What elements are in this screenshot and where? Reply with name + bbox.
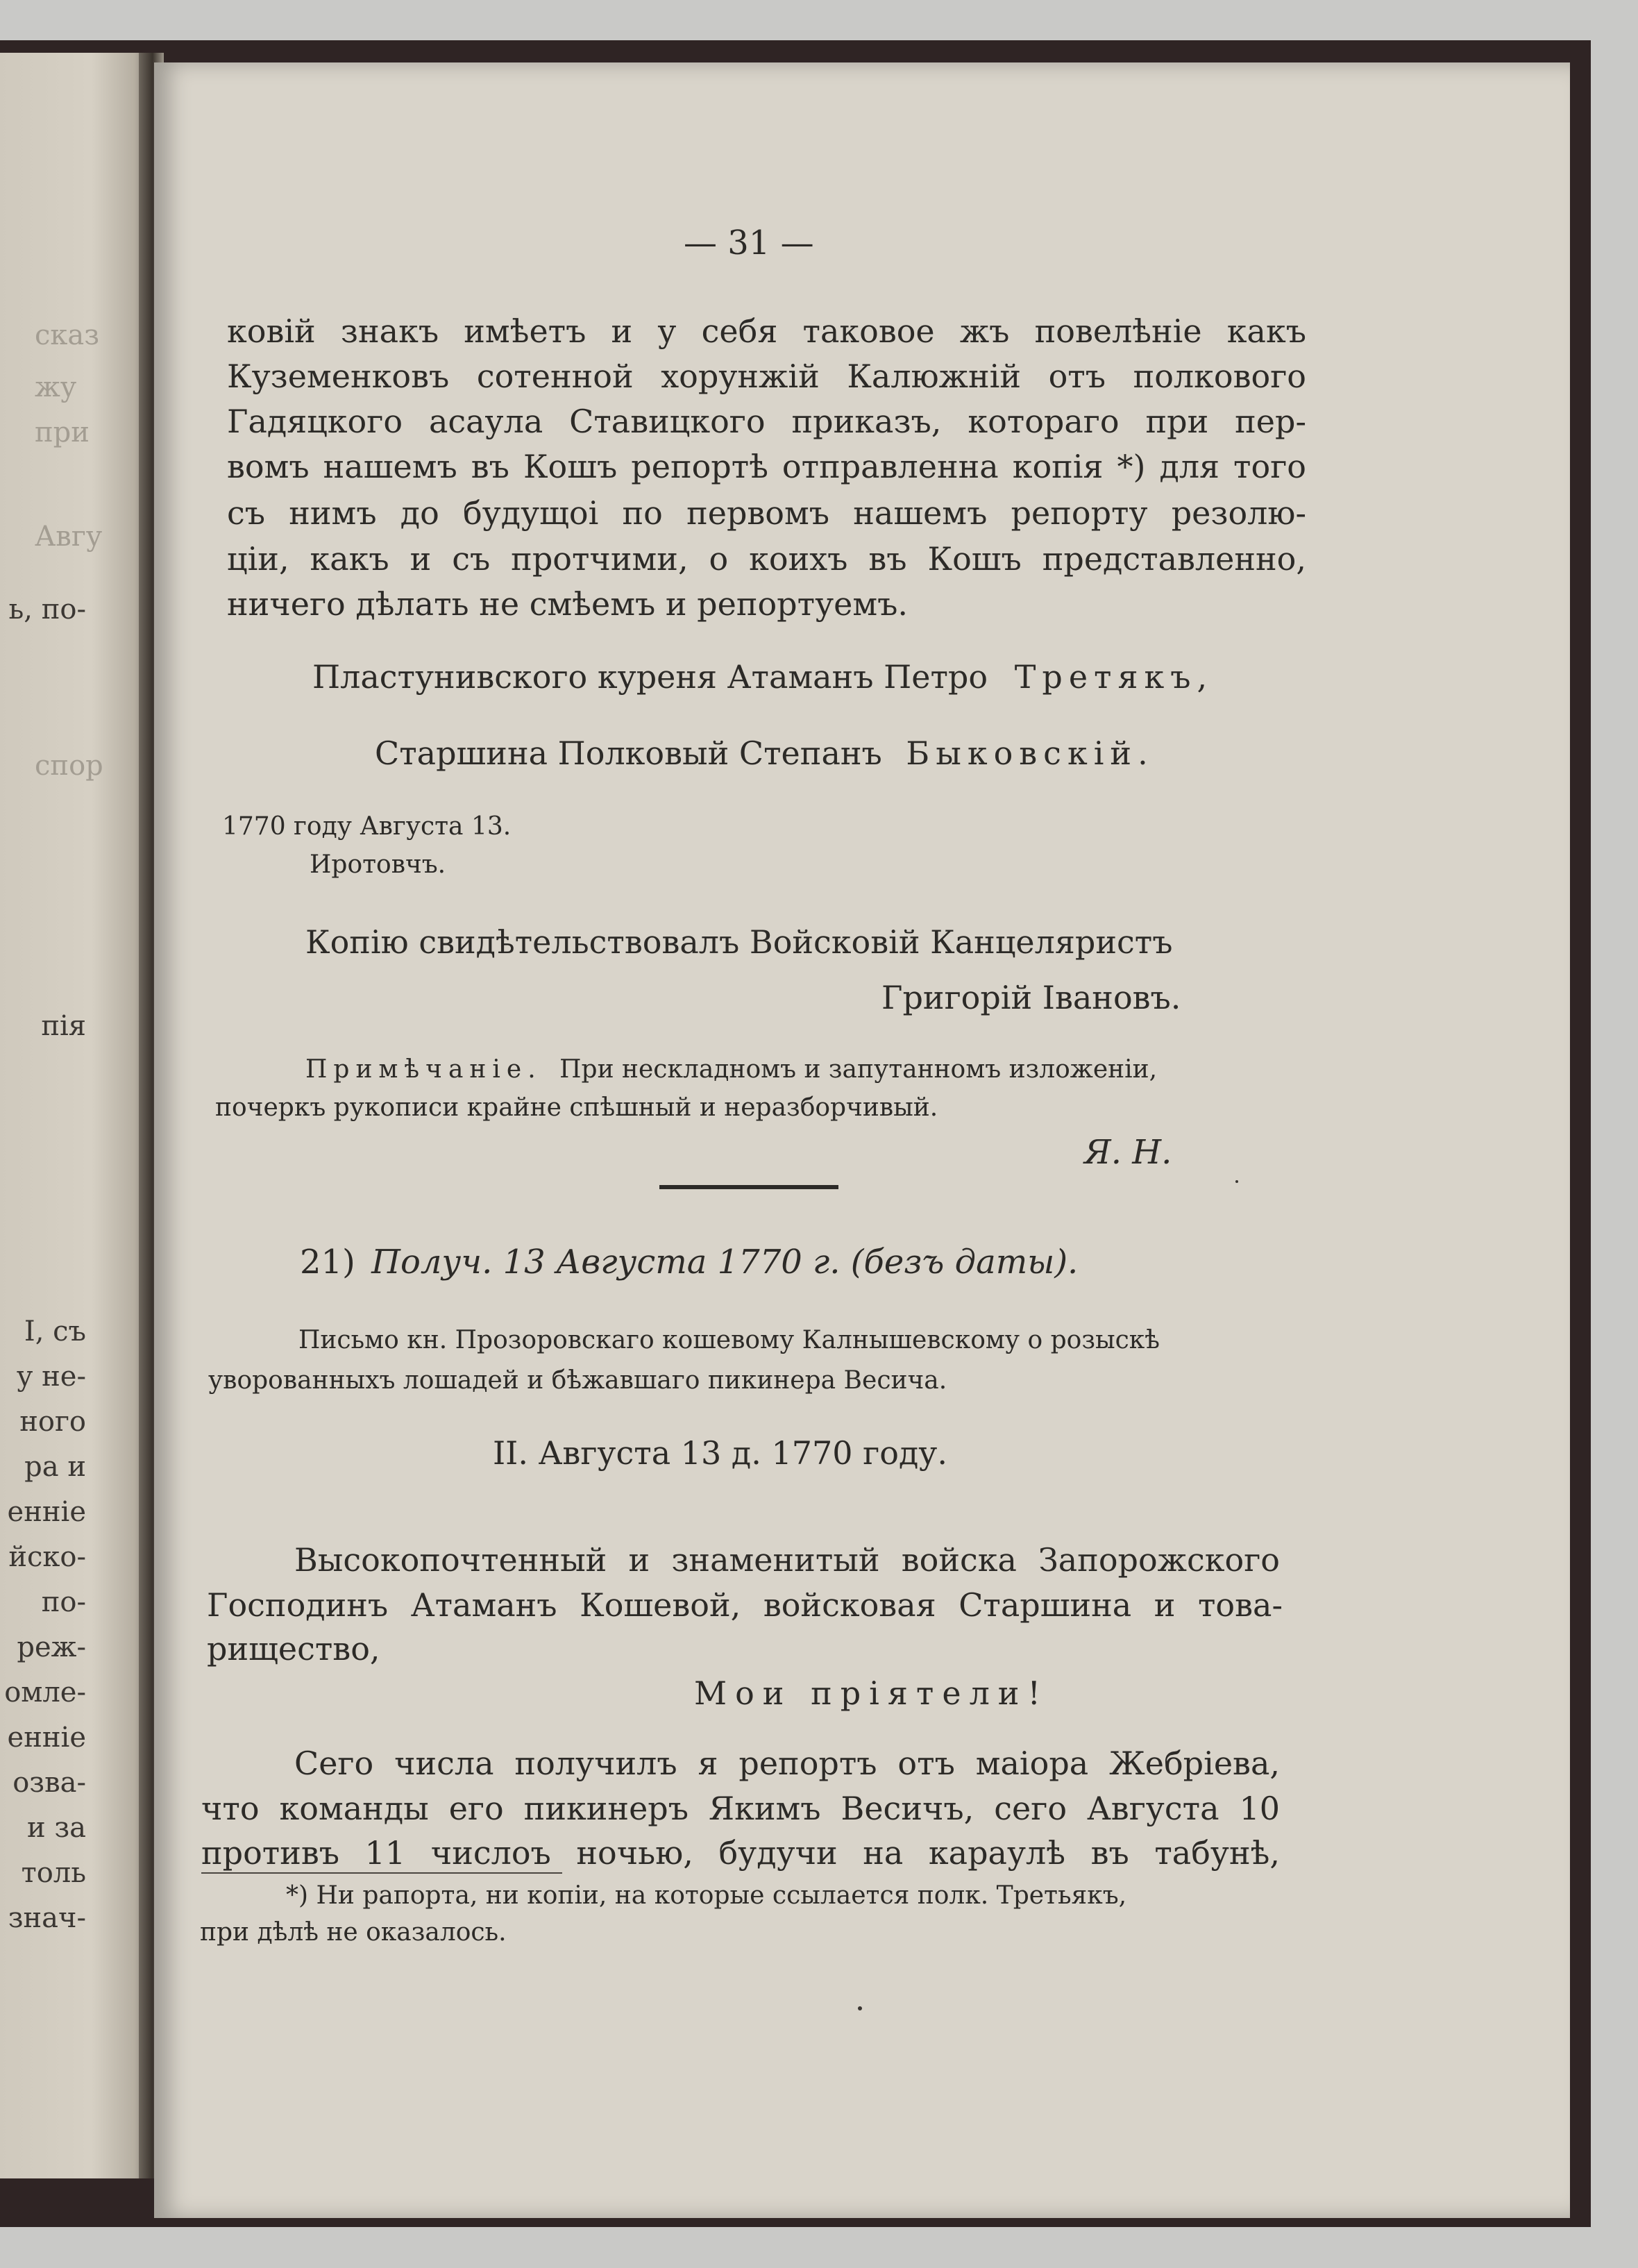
note-text-1: При нескладномъ и запутанномъ изложеніи, [559,1055,1158,1084]
left-page-fragment: сказ [35,319,100,351]
doc-21-summary-1: Письмо кн. Прозоровскаго кошевому Калнышевскому о розыскѣ [298,1326,1160,1354]
body-line-6: ціи, какъ и съ протчими, о коихъ въ Кошъ представленно, [227,540,1306,578]
left-page-fragment: реж- [17,1631,86,1663]
doc-date: 1770 году Августа 13. [222,812,512,841]
doc-21-number: 21) [300,1243,355,1282]
footnote-divider [201,1872,562,1874]
body-line-1: ковій знакъ имѣетъ и у себя таковое жъ повелѣніе какъ [227,312,1306,350]
salutation: Мои пріятели! [694,1674,1049,1712]
body-line-4: вомъ нашемъ въ Кошъ репортѣ отправленна копія *) для того [227,448,1306,485]
certification-line: Копію свидѣтельствовалъ Войсковій Канцеляристъ [305,923,1173,961]
left-page-fragment: спор [35,750,103,782]
left-page-fragment: у не- [16,1361,86,1393]
left-page-fragment: ра и [24,1451,86,1483]
body-line-5: съ нимъ до будущоі по первомъ нашемъ репорту резолю- [227,494,1306,532]
text-line-1: Сего числа получилъ я репортъ отъ маіора Жебріева, [294,1745,1280,1782]
body-line-3: Гадяцкого асаула Ставицкого приказъ, котораго при пер- [227,403,1306,440]
left-page-fragment: I, съ [24,1316,86,1347]
left-page-fragment: жу [35,371,77,403]
certifier-name: Григорій Івановъ. [881,979,1181,1016]
left-page-fragment: по- [41,1586,86,1618]
note-line-1 [305,1055,1157,1084]
address-line-3: рищество, [207,1630,380,1668]
left-page-fragment: омле- [4,1677,86,1708]
left-page-fragment: пія [41,1010,86,1042]
left-page-fragment: Авгу [35,521,103,553]
note-line-2: почеркъ рукописи крайне спѣшный и неразборчивый. [215,1093,938,1122]
left-page-fragment: енніе [7,1496,86,1528]
signature-2 [375,734,1154,772]
left-page-fragment: озва- [12,1767,86,1799]
print-speck [1235,1180,1238,1183]
footnote-line-1: *) Ни рапорта, ни копіи, на которые ссылается полк. Третьякъ, [286,1881,1127,1910]
section-divider [659,1185,838,1189]
left-page-fragment: и за [26,1812,86,1844]
left-page-fragment: енніе [7,1722,86,1754]
signature-2-title: Старшина Полковый Степанъ [375,734,882,772]
left-page-fragment: знач- [8,1902,86,1934]
doc-21-dateline: II. Августа 13 д. 1770 году. [493,1434,947,1472]
text-line-2: что команды его пикинеръ Якимъ Весичъ, сего Августа 10 [201,1790,1280,1827]
note-label: Примѣчаніе. [305,1055,542,1084]
doc-21-title: Получ. 13 Августа 1770 г. (безъ даты). [371,1243,1079,1282]
address-line-2: Господинъ Атаманъ Кошевой, войсковая Старшина и това- [207,1586,1283,1624]
left-page-fragment: йско- [8,1541,86,1573]
signature-1-title: Пластунивского куреня Атаманъ Петро [312,658,988,696]
left-page-fragment: при [35,417,90,448]
body-line-7: ничего дѣлать не смѣемъ и репортуемъ. [227,585,909,623]
editor-initials: Я. Н. [1084,1133,1172,1172]
left-page-fragment: толь [21,1857,86,1889]
doc-21-summary-2: уворованныхъ лошадей и бѣжавшаго пикинера Весича. [208,1366,947,1395]
signature-1-name: Третякъ, [1014,658,1214,696]
body-line-2: Куземенковъ сотенной хорунжій Калюжній отъ полкового [227,358,1306,395]
left-page-fragment: ного [19,1406,86,1438]
doc-place: Иротовчъ. [310,850,446,879]
signature-1 [312,658,1213,696]
signature-2-name: Быковскій. [906,734,1154,772]
doc-21-heading [300,1243,1078,1282]
page-number: — 31 — [684,224,814,262]
footnote-line-2: при дѣлѣ не оказалось. [200,1918,507,1947]
print-speck [858,2006,862,2010]
address-line-1: Высокопочтенный и знаменитый войска Запорожского [294,1541,1280,1579]
left-page-fragment: ь, по- [8,594,86,625]
text-line-3: противъ 11 числоъ ночью, будучи на караулѣ въ табунѣ, [201,1834,1280,1872]
left-page-edge [0,53,153,2178]
